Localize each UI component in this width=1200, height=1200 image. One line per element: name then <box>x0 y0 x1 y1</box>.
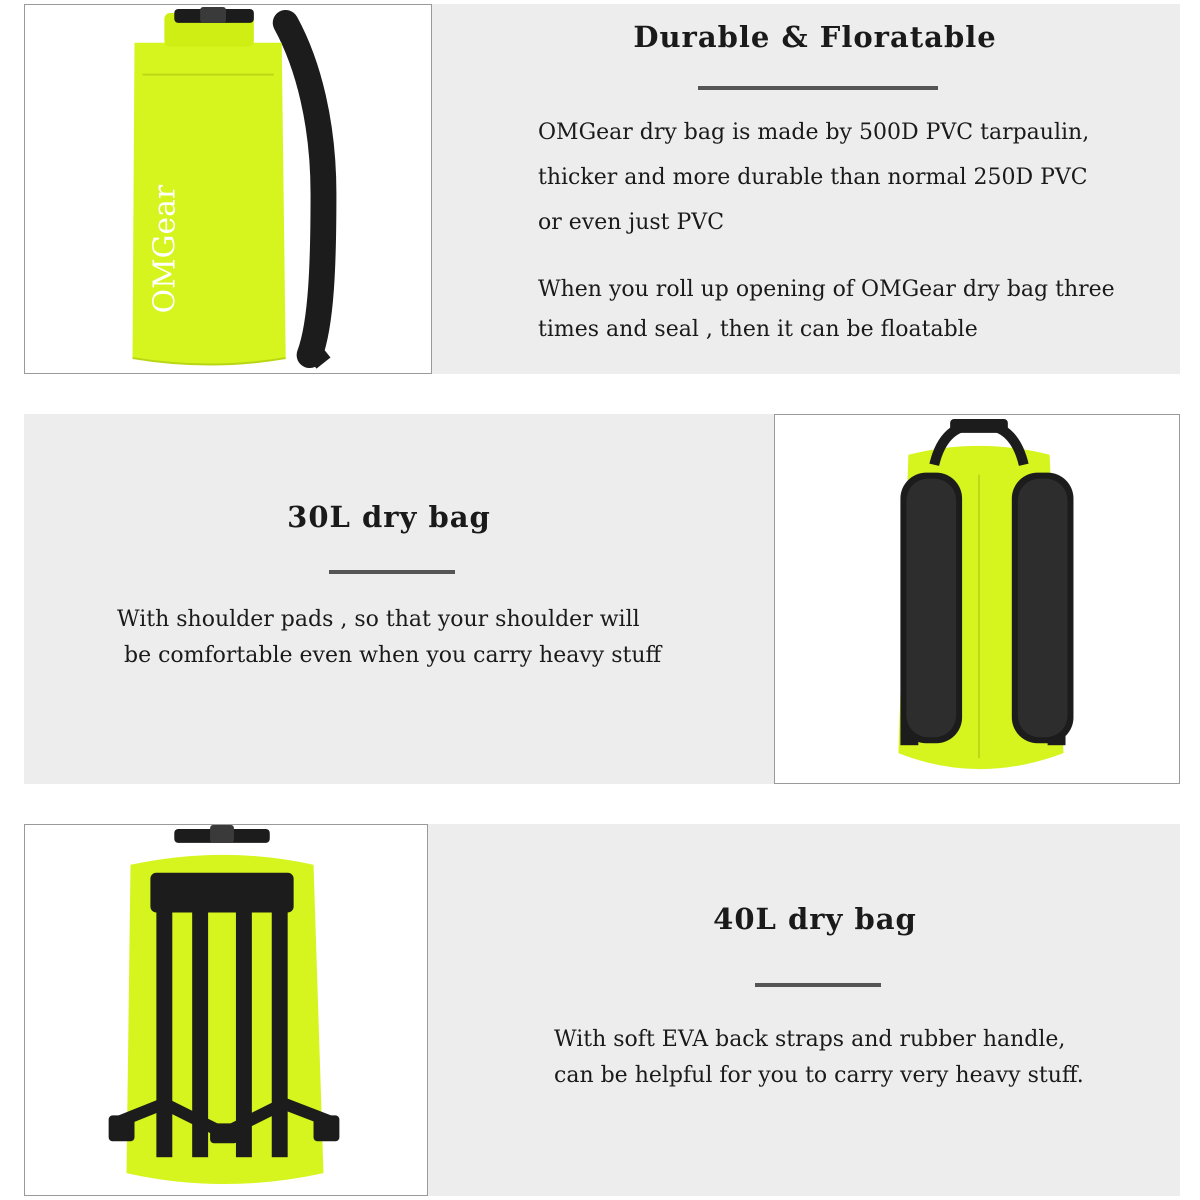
section2-line1: With shoulder pads , so that your shoulder will <box>117 607 640 632</box>
section2-line2: be comfortable even when you carry heavy stuff <box>117 643 662 668</box>
section3-panel <box>428 824 1180 1196</box>
section1-p1-line1: OMGear dry bag is made by 500D PVC tarpaulin, <box>538 120 1090 145</box>
section2-title: 30L dry bag <box>287 500 491 534</box>
section3-line2: can be helpful for you to carry very heavy stuff. <box>554 1063 1084 1088</box>
section1-paragraph2 <box>538 270 1115 350</box>
section1-p1-line3: or even just PVC <box>538 210 725 235</box>
section3-title: 40L dry bag <box>713 902 917 936</box>
section1-p2-line1: When you roll up opening of OMGear dry bag three <box>538 277 1115 302</box>
section1-p1-line2: thicker and more durable than normal 250D PVC <box>538 165 1088 190</box>
section2-paragraph <box>117 602 661 674</box>
section1-title: Durable & Floratable <box>633 20 997 54</box>
section3-line1: With soft EVA back straps and rubber handle, <box>554 1027 1066 1052</box>
section1-paragraph1 <box>538 110 1089 245</box>
brand-logo: OMGear <box>147 184 183 314</box>
dry-bag-shoulder-pads-icon <box>775 415 1179 783</box>
section3-paragraph <box>554 1022 1084 1094</box>
product-image-back-straps <box>24 824 428 1196</box>
section2-divider <box>329 570 455 574</box>
section1-p2-line2: times and seal , then it can be floatable <box>538 317 978 342</box>
section1-divider <box>698 86 938 90</box>
dry-bag-side-view-icon <box>25 5 431 373</box>
product-image-shoulder-pads <box>774 414 1180 784</box>
section2-panel <box>24 414 776 784</box>
section3-divider <box>755 983 881 987</box>
product-image-side-view <box>24 4 432 374</box>
dry-bag-back-straps-icon <box>25 825 427 1195</box>
